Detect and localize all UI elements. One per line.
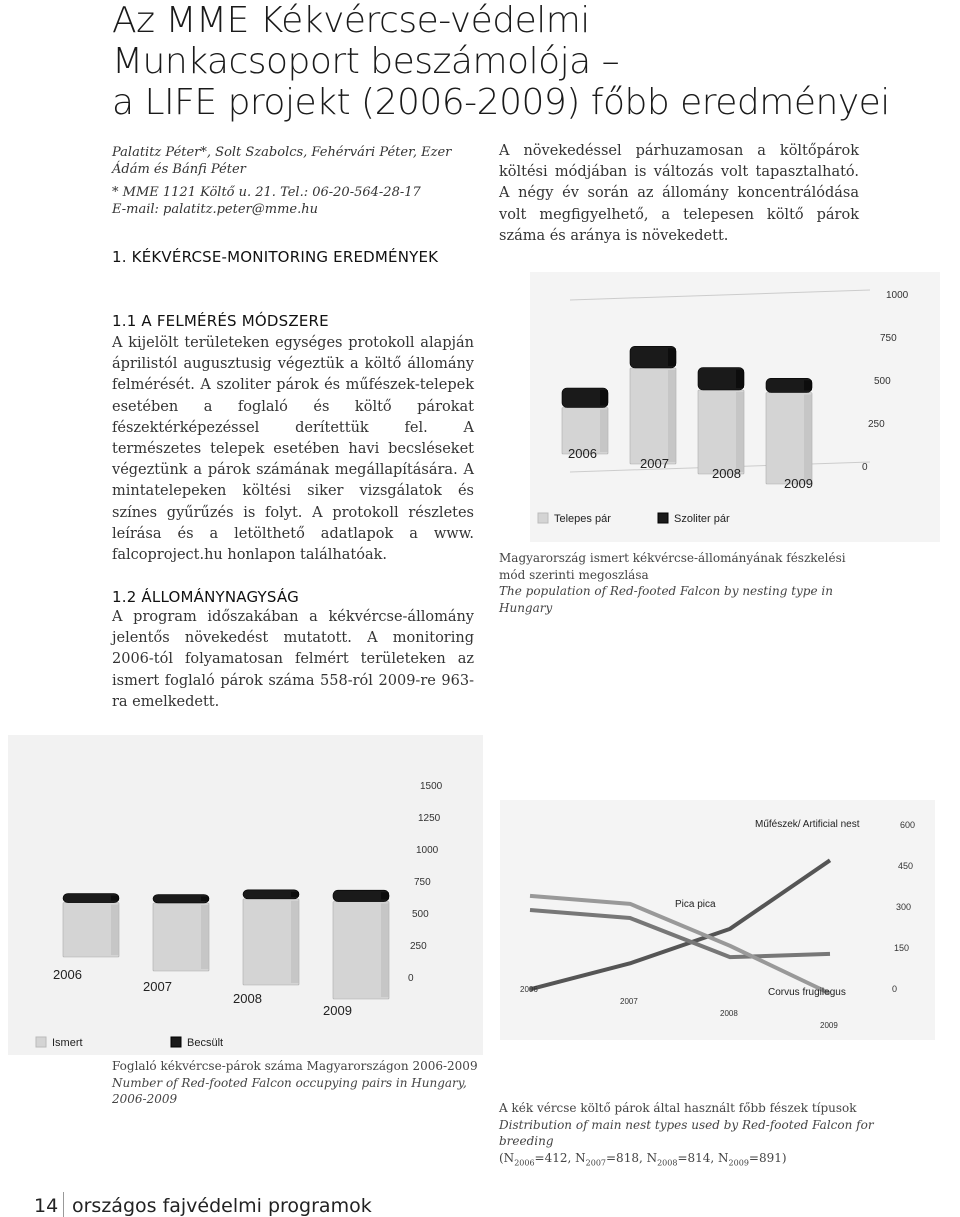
section-1-2-heading: 1.2 ÁLLOMÁNYNAGYSÁG — [112, 588, 299, 606]
category-label: 2009 — [784, 476, 813, 491]
legend-label: Becsült — [187, 1037, 224, 1049]
caption-3-n-sub: 2009 — [728, 1157, 749, 1167]
footer-text: országos fajvédelmi programok — [72, 1195, 372, 1217]
category-label: 2008 — [233, 991, 262, 1006]
category-label: 2006 — [568, 446, 597, 461]
caption-3-n-sub: 2007 — [585, 1157, 606, 1167]
bar-shade — [111, 896, 119, 901]
bar-shade — [201, 897, 209, 902]
tick-label: 1000 — [886, 290, 909, 301]
series-label: Corvus frugilegus — [768, 987, 846, 998]
title-line-1: Az MME Kékvércse-védelmi — [112, 0, 590, 41]
title-line-2: Munkacsoport beszámolója – — [112, 41, 620, 82]
tick-label: 0 — [892, 984, 898, 994]
bar-shade — [201, 905, 209, 969]
tick-label: 1250 — [418, 813, 441, 824]
bar-becs-lt-2009 — [333, 890, 389, 901]
caption-3 — [499, 1100, 919, 1171]
caption-3-n-value: =818, N — [606, 1150, 658, 1165]
address-line-1: * MME 1121 Költő u. 21. Tel.: 06-20-564-28-17 — [112, 185, 421, 200]
tick-label: 500 — [412, 909, 429, 920]
bar-shade — [291, 901, 299, 983]
page-title — [112, 0, 912, 123]
bar-shade — [736, 370, 744, 389]
tick-label: 0 — [408, 973, 414, 984]
tick-label: 600 — [900, 820, 916, 830]
bar-shade — [600, 410, 608, 453]
legend-label: Szoliter pár — [674, 513, 730, 525]
caption-3-n-value: =814, N — [677, 1150, 729, 1165]
caption-3-hu: A kék vércse költő párok által használt főbb fészek típusok — [499, 1101, 857, 1115]
caption-3-n-value: =412, N — [534, 1150, 586, 1165]
bar-shade — [111, 905, 119, 955]
bar-shade — [600, 390, 608, 406]
bar-becs-lt-2007 — [153, 895, 209, 904]
authors: Palatitz Péter*, Solt Szabolcs, Fehérvári Péter, Ezer Ádám és Bánfi Péter — [112, 145, 452, 177]
legend-label: Telepes pár — [554, 513, 611, 525]
tick-label: 1000 — [416, 845, 439, 856]
caption-3-n: ($N_{2006}=412$, $N_{2007}=818$, $N_{2008}=814$, $N_{2009}=891$) — [499, 1150, 787, 1167]
section-1-heading: 1. KÉKVÉRCSE-MONITORING EREDMÉNYEK — [112, 248, 439, 266]
tick-label: 0 — [862, 462, 868, 473]
caption-2-en: Number of Red-footed Falcon occupying pairs in Hungary, 2006-2009 — [112, 1075, 467, 1106]
category-label: 2008 — [712, 466, 741, 481]
bar-becs-lt-2008 — [243, 890, 299, 899]
bar-ismert-2009 — [333, 902, 389, 999]
series-label: Pica pica — [675, 899, 716, 910]
category-label: 2009 — [820, 1021, 838, 1030]
legend-swatch — [658, 513, 668, 523]
bar-ismert-2008 — [243, 899, 299, 985]
bar-shade — [291, 892, 299, 897]
section-1-1-text: A kijelölt területeken egységes protokoll alapján áprilistól augusztusig végeztük a költő állomány felmérését. A szoliter párok és műfészek-telepek esetében a foglaló és költő párokat fészektérképezéssel derítettük fel. A természetes telepek esetében havi becsléseket végeztünk a párok számának megállapítására. A mintatelepeken költési siker vizsgálatok és színes gyűrűzés is folyt. A protokoll részletes leírása és a letölthető adatlapok a www. falcoproject.hu honlapon találhatóak. — [112, 335, 474, 564]
caption-1 — [499, 550, 859, 616]
legend-swatch — [538, 513, 548, 523]
bar-shade — [381, 904, 389, 997]
category-label: 2006 — [53, 967, 82, 982]
category-label: 2008 — [720, 1009, 738, 1018]
section-1-2-text: A program időszakában a kékvércse-állomány jelentős növekedést mutatott. A monitoring 2006-tól folyamatosan felmért területeken az ismert foglaló párok száma 558-ról 2009-re 963-ra emelkedett. — [112, 609, 474, 710]
bar-shade — [381, 892, 389, 899]
category-label: 2007 — [620, 997, 638, 1006]
caption-1-hu: Magyarország ismert kékvércse-állományának fészkelési mód szerinti megoszlása — [499, 551, 846, 582]
legend-swatch — [36, 1037, 46, 1047]
legend-label: Ismert — [52, 1037, 83, 1049]
bar-ismert-2007 — [153, 903, 209, 971]
footer-divider — [63, 1192, 64, 1217]
section-1-1-heading: 1.1 A FELMÉRÉS MÓDSZERE — [112, 312, 329, 330]
chart-nest-types — [500, 800, 935, 1040]
caption-3-n-sub: 2008 — [657, 1157, 678, 1167]
caption-1-en: The population of Red-footed Falcon by nesting type in Hungary — [499, 584, 833, 615]
series-label: Műfészek/ Artificial nest — [755, 819, 860, 830]
tick-label: 150 — [894, 943, 910, 953]
bar-shade — [668, 348, 676, 366]
caption-3-n-sub: 2006 — [514, 1157, 535, 1167]
bar-shade — [668, 370, 676, 462]
chart-occupying-pairs — [8, 735, 483, 1055]
bar-shade — [736, 392, 744, 472]
category-label: 2007 — [143, 979, 172, 994]
right-intro-text: A növekedéssel párhuzamosan a költőpárok költési módjában is változás volt tapasztalható. A négy év során az állomány koncentrálódása volt megfigyelhető, a telepesen költő párok száma és aránya is növekedett. — [499, 143, 859, 244]
category-label: 2006 — [520, 985, 538, 994]
chart-nesting-type — [530, 272, 940, 542]
page-number: 14 — [34, 1195, 59, 1217]
tick-label: 500 — [874, 376, 891, 387]
tick-label: 250 — [868, 419, 885, 430]
category-label: 2009 — [323, 1003, 352, 1018]
category-label: 2007 — [640, 456, 669, 471]
bar-ismert-2006 — [63, 903, 119, 957]
caption-3-n-value: =891) — [748, 1150, 787, 1165]
bar-shade — [804, 380, 812, 390]
legend-swatch — [171, 1037, 181, 1047]
caption-2-hu: Foglaló kékvércse-párok száma Magyarországon 2006-2009 — [112, 1059, 478, 1073]
address — [112, 184, 472, 218]
tick-label: 1500 — [420, 781, 443, 792]
bar-becs-lt-2006 — [63, 894, 119, 903]
tick-label: 300 — [896, 902, 912, 912]
address-line-2: E-mail: palatitz.peter@mme.hu — [112, 202, 318, 217]
title-line-3: a LIFE projekt (2006-2009) főbb eredményei — [112, 82, 890, 123]
tick-label: 450 — [898, 861, 914, 871]
tick-label: 250 — [410, 941, 427, 952]
bar-shade — [804, 395, 812, 483]
tick-label: 750 — [414, 877, 431, 888]
caption-3-en: Distribution of main nest types used by Red-footed Falcon for breeding — [499, 1117, 874, 1148]
caption-2 — [112, 1058, 482, 1108]
tick-label: 750 — [880, 333, 897, 344]
